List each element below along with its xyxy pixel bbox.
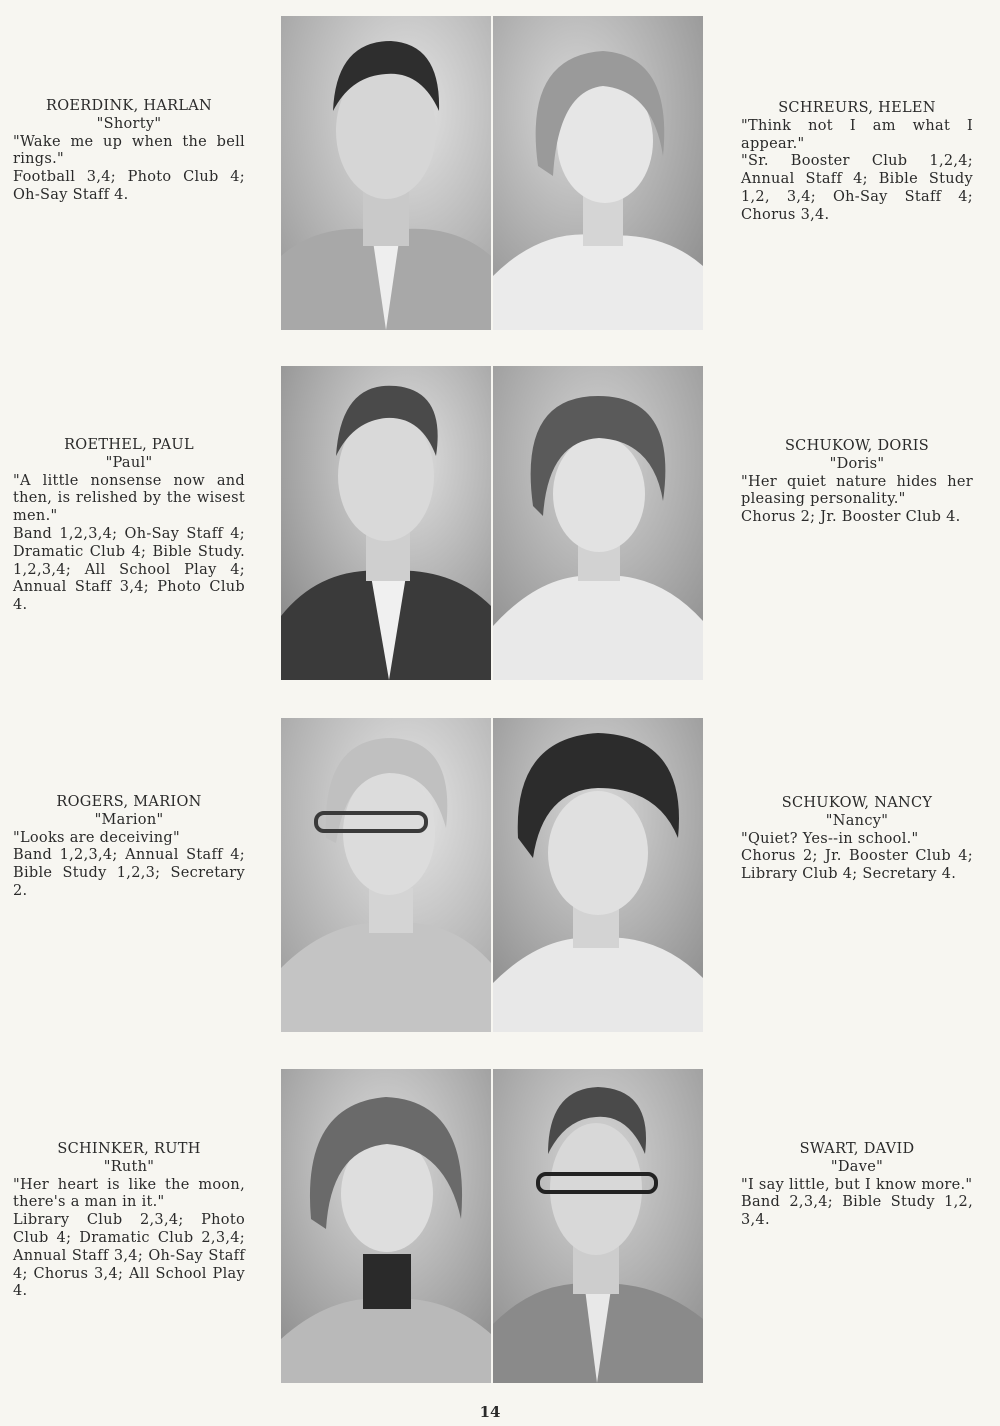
student-activities: "Sr. Booster Club 1,2,4; Annual Staff 4; Bible Study 1,2, 3,4; Oh-Say Staff 4; Chorus 3,4. <box>741 153 973 223</box>
student-photo-roethel <box>281 366 491 680</box>
student-bio-roethel <box>13 437 245 615</box>
student-activities: Chorus 2; Jr. Booster Club 4; Library Club 4; Secretary 4. <box>741 848 973 883</box>
student-photo-swart <box>493 1069 703 1383</box>
student-quote: "Think not I am what I appear." <box>741 117 973 152</box>
student-quote: "Quiet? Yes--in school." <box>741 830 919 847</box>
student-activities: Band 2,3,4; Bible Study 1,2, 3,4. <box>741 1194 973 1229</box>
student-nickname: "Doris" <box>829 455 885 472</box>
student-activities: Band 1,2,3,4; Annual Staff 4; Bible Study 1,2,3; Secretary 2. <box>13 847 245 899</box>
student-photo-rogers <box>281 718 491 1032</box>
student-quote: "Her quiet nature hides her pleasing personality." <box>741 473 973 508</box>
student-bio-schukow-nancy <box>741 795 973 884</box>
student-quote: "A little nonsense now and then, is relished by the wisest men." <box>13 472 245 525</box>
student-bio-swart <box>741 1141 973 1230</box>
student-photo-schukow-doris <box>493 366 703 680</box>
student-nickname: "Nancy" <box>825 812 889 829</box>
student-photo-schreurs <box>493 16 703 330</box>
student-quote: "Her heart is like the moon, there's a man in it." <box>13 1176 245 1211</box>
student-photo-schinker <box>281 1069 491 1383</box>
student-nickname: "Dave" <box>830 1158 884 1175</box>
student-quote: "I say little, but I know more." <box>741 1176 973 1193</box>
student-bio-schreurs <box>741 100 973 225</box>
student-quote: "Wake me up when the bell rings." <box>13 133 245 168</box>
student-activities: Football 3,4; Photo Club 4; Oh-Say Staff 4. <box>13 169 245 203</box>
student-photo-schukow-nancy <box>493 718 703 1032</box>
student-bio-schukow-doris <box>741 438 973 527</box>
student-photo-roerdink <box>281 16 491 330</box>
student-name: ROGERS, MARION <box>56 794 202 810</box>
page-number: 14 <box>479 1403 501 1421</box>
student-activities: Band 1,2,3,4; Oh-Say Staff 4; Dramatic Club 4; Bible Study. 1,2,3,4; All School Play 4; Annual Staff 3,4; Photo Club 4. <box>13 525 245 614</box>
student-bio-roerdink <box>13 98 245 205</box>
student-nickname: "Marion" <box>94 811 164 828</box>
student-bio-rogers <box>13 794 245 901</box>
student-bio-schinker <box>13 1141 245 1301</box>
student-name: ROERDINK, HARLAN <box>45 98 213 114</box>
student-activities: Chorus 2; Jr. Booster Club 4. <box>741 509 961 526</box>
student-nickname: "Ruth" <box>103 1158 155 1175</box>
student-activities: Library Club 2,3,4; Photo Club 4; Dramatic Club 2,3,4; Annual Staff 3,4; Oh-Say Staff 4; Chorus 3,4; All School Play 4. <box>13 1212 245 1300</box>
student-nickname: "Shorty" <box>96 115 162 132</box>
student-name: SWART, DAVID <box>799 1141 915 1157</box>
student-quote: "Looks are deceiving" <box>13 829 180 846</box>
student-name: ROETHEL, PAUL <box>64 437 194 453</box>
student-name: SCHREURS, HELEN <box>778 100 936 116</box>
student-nickname: "Paul" <box>105 454 153 471</box>
student-name: SCHUKOW, NANCY <box>781 795 933 811</box>
student-name: SCHINKER, RUTH <box>57 1141 201 1157</box>
student-name: SCHUKOW, DORIS <box>784 438 930 454</box>
